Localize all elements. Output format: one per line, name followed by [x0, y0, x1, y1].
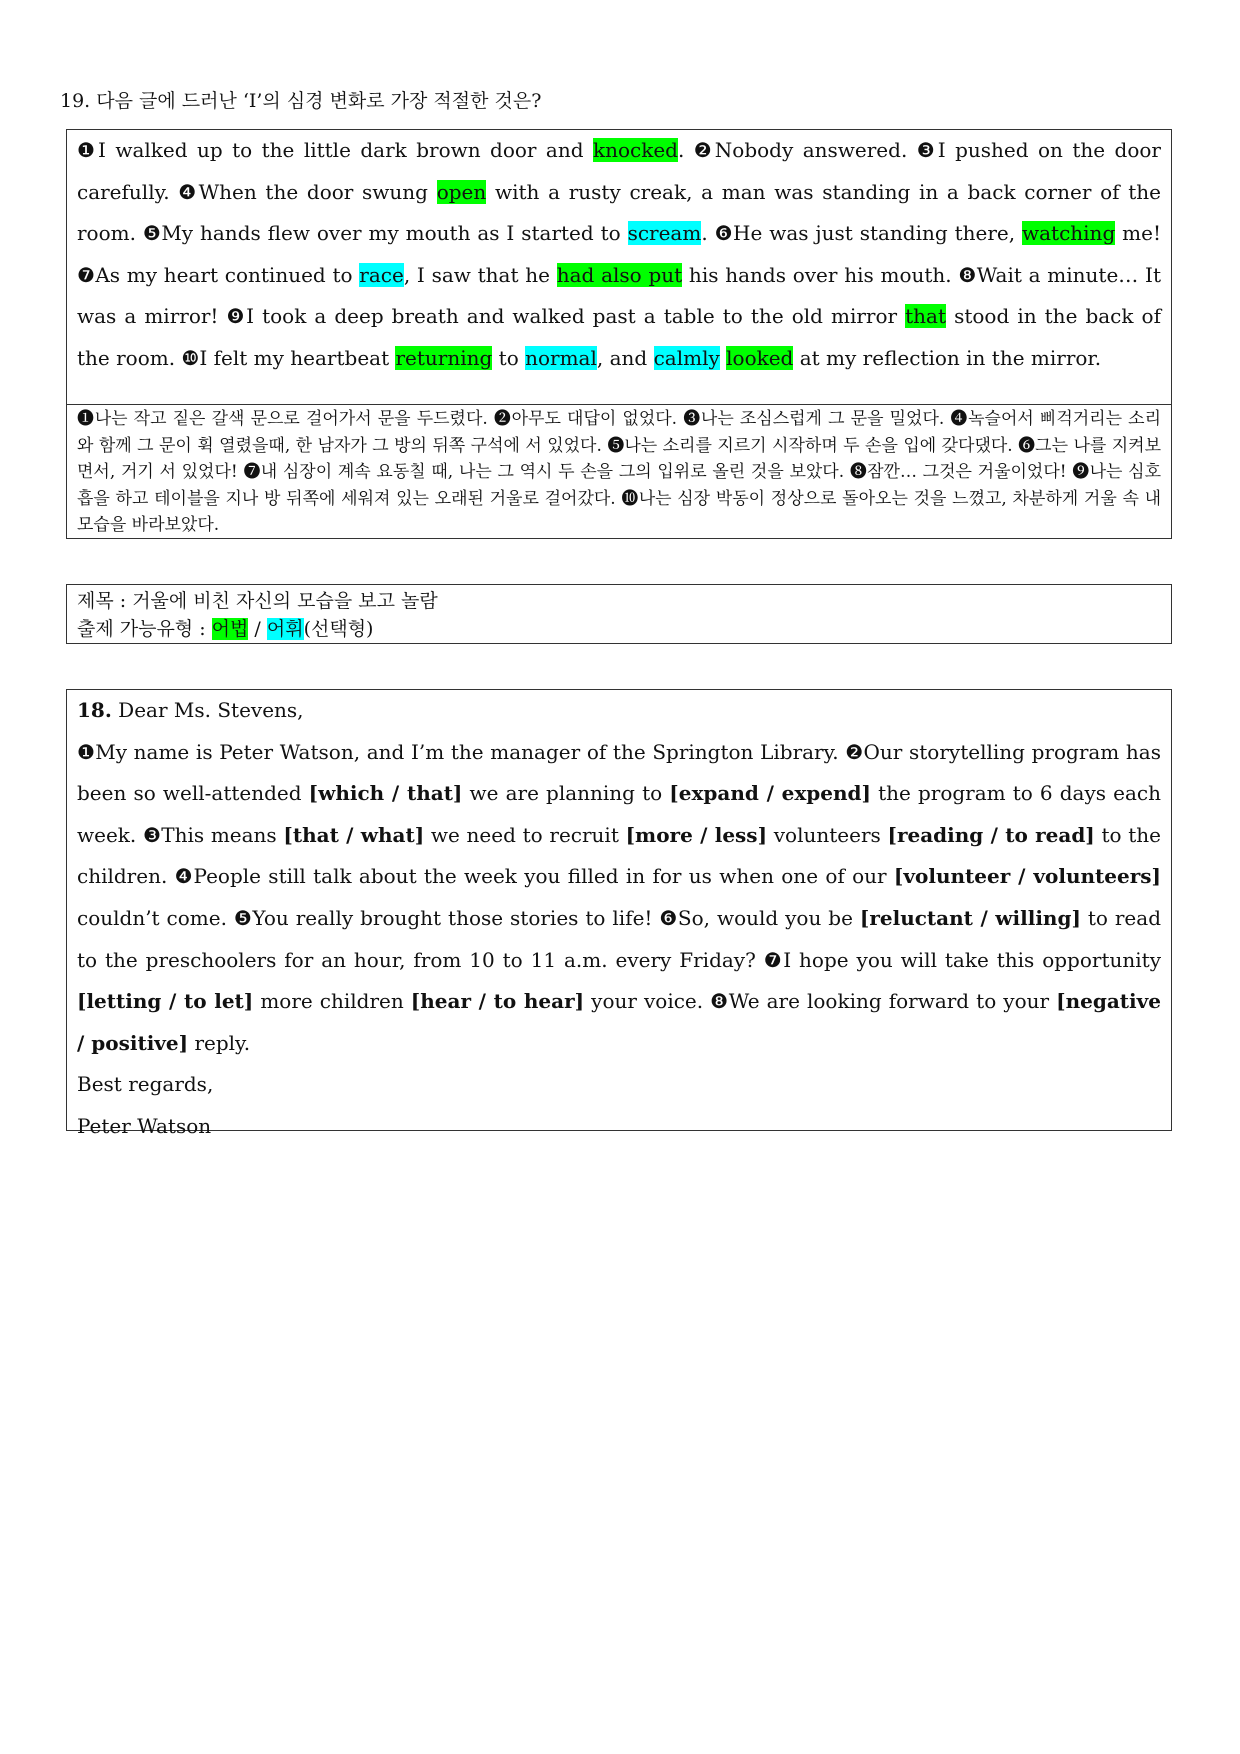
question-18-number: 18. [77, 698, 112, 722]
letter-closing: Best regards, [77, 1072, 214, 1097]
letter-body [77, 732, 1161, 1065]
highlighted-word: knocked [592, 138, 678, 162]
text-segment: we are planning to [462, 781, 670, 806]
text-segment: , I saw that he [403, 262, 557, 287]
translation-box [66, 404, 1172, 539]
text-segment: the program to 6 days each week. ❸This means [77, 781, 1161, 847]
choice-bracket: [letting / to let] [77, 989, 254, 1014]
letter-greeting [77, 690, 1161, 732]
highlighted-word: normal [525, 345, 597, 370]
choice-bracket: [more / less] [625, 822, 768, 847]
type-vocabulary: 어휘 [266, 618, 304, 640]
letter-box [66, 689, 1172, 1138]
choice-bracket: [volunteer / volunteers] [893, 864, 1161, 889]
choice-bracket: [reluctant / willing] [859, 905, 1081, 930]
highlighted-word: that [905, 304, 947, 329]
highlighted-word: open [436, 179, 487, 204]
choice-bracket: [reading / to read] [887, 822, 1095, 847]
text-segment: . ❷Nobody answered. ❸I pushed on the door carefully. ❹When the door swung [77, 138, 1161, 204]
question-types [77, 615, 1161, 643]
summary-title: 제목 : 거울에 비친 자신의 모습을 보고 놀람 [77, 590, 438, 612]
highlighted-word: had also put [556, 262, 683, 287]
question-19-title: 19. 다음 글에 드러난 ‘I’의 심경 변화로 가장 적절한 것은? [60, 90, 542, 112]
translation-text: ❶나는 작고 짙은 갈색 문으로 걸어가서 문을 두드렸다. ❷아무도 대답이 없었다. ❸나는 조심스럽게 그 문을 밀었다. ❹녹슬어서 삐걱거리는 소리와 함께 그 문이 휙 열렸을때, 한 남자가 그 방의 뒤쪽 구석에 서 있었다. ❺나는 소리를 지르기 시작하며 두 손을 입에 갖다댔다. ❻그는 나를 지켜보면서, 거기 서 있었다! ❼내 심장이 계속 요동칠 때, 나는 그 역시 두 손을 그의 입위로 올린 것을 보았다. ❽잠깐… 그것은 거울이었다! ❾나는 심호흡을 하고 테이블을 지나 방 뒤쪽에 세워져 있는 오래된 거울로 걸어갔다. ❿나는 심장 박동이 정상으로 돌아오는 것을 느꼈고, 차분하게 거울 속 내 모습을 바라보았다. [77, 409, 1161, 535]
highlighted-word: returning [395, 345, 493, 370]
text-segment: to read to the preschoolers for an hour, from 10 to 11 a.m. every Friday? ❼I hope you will take this opportunity [77, 905, 1161, 972]
types-suffix: (선택형) [303, 618, 374, 640]
text-segment: . ❻He was just standing there, [701, 221, 1022, 246]
text-segment: to the children. ❹People still talk about the week you filled in for us when one of our [77, 822, 1162, 889]
summary-box [66, 584, 1172, 644]
text-segment: volunteers [767, 822, 888, 847]
text-segment: his hands over his mouth. ❽Wait a minute… It was a mirror! ❾I took a deep breath and walked past a table to the old mirror [77, 262, 1161, 329]
passage-box [66, 129, 1172, 405]
text-segment: at my reflection in the mirror. [793, 345, 1102, 370]
text-segment: with a rusty creak, a man was standing in a back corner of the room. ❺My hands flew over my mouth as I started to [77, 179, 1161, 246]
text-segment: ❶My name is Peter Watson, and I’m the manager of the Springton Library. ❷Our storytelling program has been so well-attended [77, 739, 1161, 806]
highlighted-word: looked [726, 345, 794, 370]
type-grammar: 어법 [211, 618, 249, 640]
highlighted-word: scream [627, 221, 702, 246]
highlighted-word: calmly [653, 345, 720, 370]
choice-bracket: [which / that] [308, 781, 463, 806]
text-segment: more children [253, 989, 411, 1014]
choice-bracket: [that / what] [283, 822, 425, 847]
text-segment: me! ❼As my heart continued to [77, 221, 1161, 287]
highlighted-word: watching [1022, 221, 1116, 246]
choice-bracket: [expand / expend] [669, 781, 871, 806]
text-segment: stood in the back of the room. ❿I felt my heartbeat [77, 304, 1161, 370]
passage-text [77, 130, 1161, 380]
text-segment: your voice. ❽We are looking forward to your [584, 989, 1057, 1014]
text-segment: , and [596, 345, 654, 370]
letter-signature: Peter Watson [77, 1113, 212, 1138]
choice-bracket: [hear / to hear] [410, 989, 585, 1014]
text-segment: ❶I walked up to the little dark brown door and [77, 138, 593, 162]
highlighted-word: race [359, 262, 404, 287]
text-segment: couldn’t come. ❺You really brought those stories to life! ❻So, would you be [77, 905, 860, 930]
choice-bracket: [negative / positive] [77, 989, 1161, 1055]
types-prefix: 출제 가능유형 : [77, 618, 212, 640]
text-segment: we need to recruit [424, 822, 626, 847]
text-segment: to [492, 345, 526, 370]
types-separator: / [248, 618, 267, 640]
greeting-text: Dear Ms. Stevens, [111, 698, 304, 722]
text-segment: reply. [188, 1030, 251, 1055]
